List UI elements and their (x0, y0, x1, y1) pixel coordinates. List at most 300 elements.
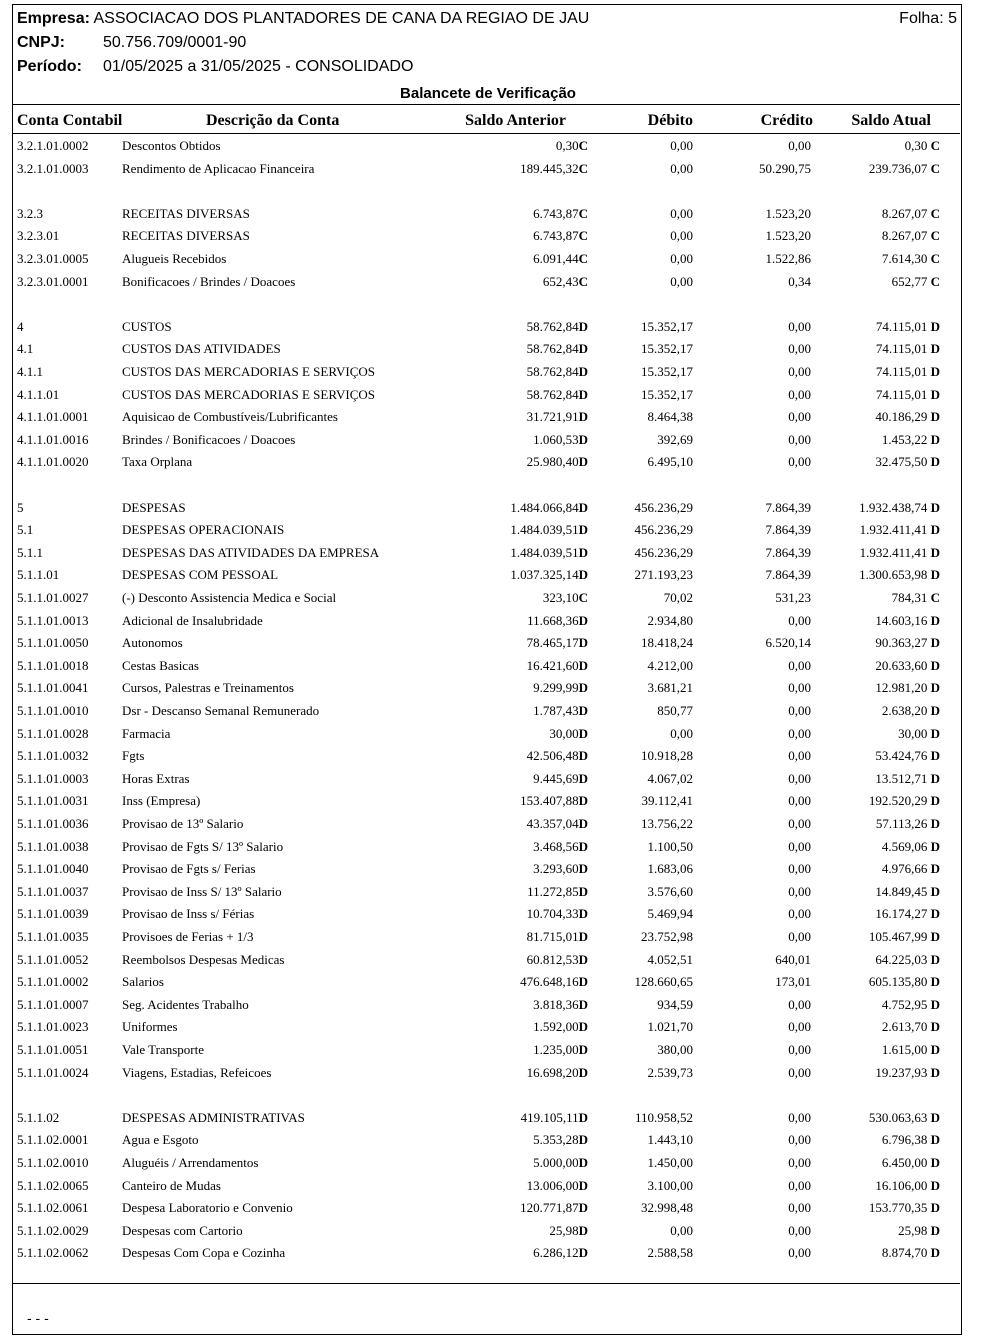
debito-cell: 0,00 (670, 160, 693, 176)
blank-row (13, 293, 960, 315)
table-row (13, 203, 960, 225)
saldo-atual-value: 1.300.653,98 (859, 567, 928, 583)
saldo-anterior-cell (549, 1220, 588, 1242)
saldo-atual-value: 652,77 (891, 273, 928, 289)
account-description: Autonomos (122, 635, 183, 651)
saldo-atual-value: 2.638,20 (881, 703, 928, 718)
account-description: Despesas Com Copa e Cozinha (122, 1245, 286, 1261)
saldo-atual-cell (882, 429, 940, 451)
account-description: Cestas Basicas (122, 657, 199, 673)
debito-cell: 1.450,00 (647, 1155, 693, 1170)
table-row (13, 677, 960, 699)
saldo-anterior-dc: D (578, 567, 588, 583)
saldo-anterior-dc: D (578, 635, 588, 651)
debito-cell: 0,00 (670, 205, 693, 221)
table-row (13, 564, 960, 586)
saldo-anterior-cell (527, 384, 588, 406)
account-code: 5.1.1.01.0050 (17, 635, 89, 651)
credito-cell: 0,00 (788, 1155, 811, 1170)
table-row (13, 158, 960, 180)
account-description: Dsr - Descanso Semanal Remunerado (122, 703, 320, 718)
saldo-anterior-value: 30,00 (549, 725, 579, 741)
saldo-atual-cell (875, 610, 940, 632)
account-description: CUSTOS DAS ATIVIDADES (122, 341, 281, 357)
saldo-atual-cell (869, 1107, 940, 1129)
saldo-anterior-cell (527, 406, 588, 428)
credito-cell: 1.523,20 (765, 205, 811, 221)
credito-cell: 0,00 (788, 703, 811, 718)
saldo-atual-dc: D (930, 838, 940, 854)
saldo-anterior-dc: D (578, 364, 588, 379)
credito-cell: 0,00 (788, 318, 811, 334)
saldo-atual-value: 4.569,06 (881, 838, 928, 854)
table-row (13, 248, 960, 270)
saldo-atual-value: 153.770,35 (868, 1200, 928, 1216)
account-description: CUSTOS DAS MERCADORIAS E SERVIÇOS (122, 386, 375, 402)
blank-row (13, 1084, 960, 1106)
account-code: 4.1 (17, 341, 34, 357)
saldo-atual-value: 8.874,70 (881, 1245, 928, 1261)
debito-cell: 3.576,60 (647, 883, 693, 899)
credito-cell: 0,00 (788, 748, 811, 764)
account-description: Viagens, Estadias, Refeicoes (122, 1064, 272, 1080)
account-code: 3.2.3.01.0005 (17, 251, 89, 266)
table-row (13, 429, 960, 451)
credito-cell: 0,00 (788, 386, 811, 402)
saldo-atual-dc: D (930, 567, 940, 583)
saldo-anterior-cell (527, 316, 588, 338)
saldo-atual-dc: D (930, 680, 940, 696)
saldo-anterior-value: 652,43 (542, 273, 579, 289)
saldo-anterior-value: 25,98 (549, 1222, 579, 1238)
account-description: Fgts (122, 748, 145, 764)
col-header-descricao: Descrição da Conta (206, 112, 340, 129)
account-code: 3.2.1.01.0002 (17, 138, 89, 153)
saldo-atual-value: 4.752,95 (881, 996, 928, 1012)
saldo-anterior-dc: D (578, 454, 588, 470)
saldo-atual-dc: D (930, 635, 940, 651)
table-row (13, 361, 960, 383)
saldo-anterior-cell (533, 203, 588, 225)
saldo-atual-value: 7.614,30 (881, 251, 928, 266)
saldo-atual-dc: D (930, 861, 940, 877)
credito-cell: 0,00 (788, 906, 811, 922)
debito-cell: 10.918,28 (641, 748, 693, 764)
table-row (13, 971, 960, 993)
table-row (13, 655, 960, 677)
table-row (13, 1220, 960, 1242)
table-row (13, 745, 960, 767)
saldo-anterior-dc: D (578, 793, 588, 809)
account-description: DESPESAS (122, 499, 186, 515)
account-code: 5.1.1.01.0051 (17, 1042, 89, 1057)
account-description: Provisao de Fgts S/ 13º Salario (122, 838, 284, 854)
credito-cell: 0,00 (788, 454, 811, 470)
account-code: 5.1.1 (17, 544, 43, 560)
credito-cell: 0,00 (788, 883, 811, 899)
saldo-anterior-dc: D (578, 544, 588, 560)
saldo-atual-dc: D (930, 748, 940, 764)
account-code: 5.1.1.01.0031 (17, 793, 89, 809)
saldo-anterior-value: 42.506,48 (526, 748, 579, 764)
debito-cell: 1.443,10 (647, 1132, 693, 1148)
table-row (13, 723, 960, 745)
saldo-atual-value: 30,00 (898, 725, 928, 741)
table-row (13, 1197, 960, 1219)
saldo-anterior-value: 1.787,43 (533, 703, 579, 718)
saldo-atual-cell (882, 700, 940, 722)
saldo-anterior-dc: D (578, 1155, 588, 1170)
folha-value: 5 (948, 10, 957, 27)
account-description: Despesas com Cartorio (122, 1222, 243, 1238)
saldo-atual-dc: C (930, 273, 940, 289)
saldo-anterior-value: 419.105,11 (520, 1109, 579, 1125)
account-description: Provisoes de Ferias + 1/3 (122, 929, 254, 944)
debito-cell: 1.021,70 (647, 1019, 693, 1035)
saldo-anterior-cell (533, 700, 588, 722)
debito-cell: 850,77 (657, 703, 693, 718)
saldo-anterior-cell (521, 1107, 588, 1129)
saldo-anterior-cell (520, 790, 588, 812)
saldo-atual-cell (882, 1129, 940, 1151)
account-code: 4.1.1.01 (17, 386, 60, 402)
saldo-anterior-cell (533, 858, 588, 880)
saldo-anterior-value: 1.484.039,51 (510, 544, 579, 560)
account-code: 5.1.1.02.0062 (17, 1245, 89, 1261)
saldo-atual-cell (875, 451, 940, 473)
saldo-atual-cell (869, 790, 940, 812)
account-code: 5.1.1.01.0003 (17, 770, 89, 786)
debito-cell: 1.683,06 (647, 861, 693, 877)
debito-cell: 110.958,52 (634, 1109, 693, 1125)
debito-cell: 0,00 (670, 138, 693, 153)
account-description: Rendimento de Aplicacao Financeira (122, 160, 315, 176)
col-header-saldo-anterior: Saldo Anterior (465, 112, 566, 129)
saldo-atual-dc: D (930, 386, 940, 402)
saldo-atual-cell (882, 1016, 940, 1038)
account-code: 5.1.1.01.0010 (17, 703, 89, 718)
debito-cell: 3.100,00 (647, 1177, 693, 1193)
empresa-value: ASSOCIACAO DOS PLANTADORES DE CANA DA REGIAO DE JAU (93, 10, 590, 27)
saldo-atual-dc: D (930, 725, 940, 741)
saldo-atual-cell (860, 542, 940, 564)
saldo-anterior-dc: D (578, 522, 588, 538)
saldo-atual-dc: D (930, 431, 940, 447)
saldo-atual-dc: C (930, 590, 940, 605)
saldo-atual-dc: D (930, 906, 940, 922)
account-description: Seg. Acidentes Trabalho (122, 996, 249, 1012)
table-row (13, 1152, 960, 1174)
saldo-anterior-value: 58.762,84 (526, 341, 579, 357)
folha-label: Folha: (899, 10, 944, 27)
saldo-anterior-dc: D (578, 838, 588, 854)
saldo-atual-value: 239.736,07 (868, 160, 928, 176)
saldo-anterior-cell (533, 1242, 588, 1264)
saldo-anterior-value: 78.465,17 (526, 635, 579, 651)
saldo-anterior-dc: D (578, 770, 588, 786)
saldo-anterior-cell (533, 1129, 588, 1151)
saldo-atual-cell (875, 677, 940, 699)
cnpj-label: CNPJ: (17, 34, 66, 51)
credito-cell: 7.864,39 (765, 567, 811, 583)
saldo-atual-dc: D (930, 364, 940, 379)
credito-cell: 0,00 (788, 1245, 811, 1261)
table-row (13, 903, 960, 925)
credito-cell: 0,00 (788, 838, 811, 854)
saldo-anterior-dc: D (578, 612, 588, 628)
debito-cell: 456.236,29 (634, 499, 693, 515)
account-code: 5.1.1.02.0029 (17, 1222, 89, 1238)
table-row (13, 813, 960, 835)
saldo-anterior-cell (533, 225, 588, 247)
debito-cell: 2.588,58 (647, 1245, 693, 1261)
saldo-anterior-dc: D (578, 409, 588, 425)
saldo-atual-cell (876, 384, 940, 406)
account-code: 5.1.1.01.0041 (17, 680, 89, 696)
debito-cell: 456.236,29 (634, 544, 693, 560)
account-code: 5.1.1.01.0052 (17, 951, 89, 967)
table-row (13, 1016, 960, 1038)
saldo-atual-cell (876, 316, 940, 338)
empresa-label: Empresa: (17, 10, 90, 27)
table-row (13, 135, 960, 157)
footer-divider (13, 1283, 960, 1284)
table-row (13, 949, 960, 971)
account-description: Bonificacoes / Brindes / Doacoes (122, 273, 296, 289)
saldo-atual-cell (882, 836, 940, 858)
saldo-atual-dc: D (930, 1200, 940, 1216)
table-row (13, 700, 960, 722)
cnpj-line (17, 33, 65, 53)
saldo-anterior-cell (533, 248, 588, 270)
saldo-atual-cell (869, 971, 940, 993)
debito-cell: 8.464,38 (647, 409, 693, 425)
saldo-anterior-value: 16.698,20 (526, 1064, 579, 1080)
account-description: Uniformes (122, 1019, 178, 1035)
table-row (13, 1242, 960, 1264)
saldo-atual-cell (869, 1197, 940, 1219)
credito-cell: 1.523,20 (765, 228, 811, 244)
saldo-atual-dc: C (930, 205, 940, 221)
saldo-anterior-value: 120.771,87 (520, 1200, 579, 1216)
table-row (13, 587, 960, 609)
debito-cell: 271.193,23 (634, 567, 693, 583)
saldo-anterior-value: 323,10 (542, 590, 579, 605)
account-description: Provisao de 13º Salario (122, 816, 244, 831)
debito-cell: 70,02 (663, 590, 693, 605)
saldo-anterior-cell (543, 271, 588, 293)
credito-cell: 173,01 (775, 974, 811, 990)
table-row (13, 768, 960, 790)
saldo-anterior-value: 1.484.039,51 (510, 522, 579, 538)
debito-cell: 6.495,10 (647, 454, 693, 470)
saldo-anterior-value: 476.648,16 (520, 974, 579, 990)
credito-cell: 0,00 (788, 816, 811, 831)
table-row (13, 610, 960, 632)
saldo-atual-cell (875, 655, 940, 677)
saldo-anterior-cell (527, 655, 588, 677)
saldo-anterior-cell (527, 949, 588, 971)
table-row (13, 1175, 960, 1197)
saldo-atual-cell (882, 858, 940, 880)
col-header-credito: Crédito (760, 112, 813, 129)
saldo-anterior-value: 5.000,00 (533, 1155, 579, 1170)
account-code: 5.1.1.01.0007 (17, 996, 89, 1012)
saldo-atual-dc: C (930, 228, 940, 244)
table-row (13, 271, 960, 293)
saldo-anterior-cell (527, 1062, 588, 1084)
saldo-anterior-cell (527, 610, 588, 632)
account-description: Provisao de Fgts s/ Ferias (122, 861, 256, 877)
saldo-atual-dc: D (930, 974, 940, 990)
saldo-atual-cell (898, 723, 940, 745)
saldo-anterior-dc: C (578, 160, 588, 176)
account-description: Agua e Esgoto (122, 1132, 199, 1148)
saldo-atual-cell (892, 271, 940, 293)
account-code: 5.1.1.01.0013 (17, 612, 89, 628)
table-row (13, 338, 960, 360)
footer-dots: - - - (27, 1310, 49, 1326)
saldo-atual-dc: D (930, 544, 940, 560)
table-row (13, 225, 960, 247)
saldo-anterior-value: 58.762,84 (526, 318, 579, 334)
saldo-atual-cell (869, 926, 940, 948)
saldo-atual-dc: D (930, 318, 940, 334)
debito-cell: 4.067,02 (647, 770, 693, 786)
credito-cell: 0,00 (788, 770, 811, 786)
saldo-atual-value: 19.237,93 (875, 1064, 928, 1080)
saldo-atual-cell (859, 564, 940, 586)
header-divider (13, 133, 960, 134)
saldo-atual-value: 14.849,45 (875, 883, 928, 899)
saldo-anterior-dc: D (578, 996, 588, 1012)
saldo-anterior-cell (543, 587, 588, 609)
periodo-label: Período: (17, 58, 82, 75)
account-code: 4.1.1.01.0001 (17, 409, 89, 425)
saldo-atual-dc: D (930, 1177, 940, 1193)
saldo-anterior-cell (527, 926, 588, 948)
account-code: 5.1.1.01.0028 (17, 725, 89, 741)
saldo-atual-value: 6.796,38 (881, 1132, 928, 1148)
account-description: Adicional de Insalubridade (122, 612, 263, 628)
saldo-atual-value: 64.225,03 (875, 951, 928, 967)
saldo-atual-value: 74.115,01 (875, 318, 928, 334)
saldo-atual-value: 8.267,07 (881, 205, 928, 221)
account-description: RECEITAS DIVERSAS (122, 205, 250, 221)
credito-cell: 0,00 (788, 1109, 811, 1125)
account-code: 5.1.1.01.0036 (17, 816, 89, 831)
saldo-anterior-value: 3.293,60 (533, 861, 579, 877)
account-code: 5.1.1.01.0002 (17, 974, 89, 990)
account-code: 5.1.1.02.0061 (17, 1200, 89, 1216)
saldo-atual-dc: D (930, 929, 940, 944)
saldo-anterior-dc: D (578, 929, 588, 944)
saldo-anterior-value: 13.006,00 (526, 1177, 579, 1193)
report-title: Balancete de Verificação (400, 85, 576, 102)
col-header-conta: Conta Contabil (17, 112, 123, 129)
saldo-anterior-cell (527, 745, 588, 767)
saldo-anterior-dc: D (578, 883, 588, 899)
debito-cell: 380,00 (657, 1042, 693, 1057)
saldo-anterior-cell (533, 768, 588, 790)
saldo-anterior-dc: D (578, 861, 588, 877)
table-row (13, 1039, 960, 1061)
credito-cell: 0,00 (788, 1177, 811, 1193)
saldo-atual-dc: D (930, 1109, 940, 1125)
account-code: 5.1.1.02.0010 (17, 1155, 89, 1170)
account-description: CUSTOS DAS MERCADORIAS E SERVIÇOS (122, 364, 375, 379)
saldo-anterior-value: 16.421,60 (526, 657, 579, 673)
account-description: Aluguéis / Arrendamentos (122, 1155, 259, 1170)
saldo-anterior-dc: D (578, 974, 588, 990)
blank-row (13, 180, 960, 202)
saldo-anterior-dc: C (578, 590, 588, 605)
credito-cell: 7.864,39 (765, 522, 811, 538)
saldo-atual-value: 530.063,63 (868, 1109, 928, 1125)
account-description: Reembolsos Despesas Medicas (122, 951, 285, 967)
debito-cell: 2.934,80 (647, 612, 693, 628)
account-description: Inss (Empresa) (122, 793, 201, 809)
saldo-anterior-cell (556, 135, 588, 157)
saldo-atual-value: 25,98 (898, 1222, 928, 1238)
saldo-atual-cell (875, 1175, 940, 1197)
account-code: 5.1.1.01.0039 (17, 906, 89, 922)
saldo-anterior-cell (510, 542, 588, 564)
credito-cell: 0,00 (788, 996, 811, 1012)
saldo-atual-value: 16.106,00 (875, 1177, 928, 1193)
saldo-atual-dc: D (930, 703, 940, 718)
saldo-atual-cell (875, 406, 940, 428)
account-code: 5.1.1.01.0027 (17, 590, 89, 605)
debito-cell: 934,59 (657, 996, 693, 1012)
saldo-anterior-value: 6.286,12 (533, 1245, 579, 1261)
credito-cell: 0,00 (788, 793, 811, 809)
saldo-atual-cell (869, 158, 940, 180)
account-code: 5.1.1.01.0035 (17, 929, 89, 944)
saldo-anterior-value: 5.353,28 (533, 1132, 579, 1148)
debito-cell: 0,00 (670, 1222, 693, 1238)
saldo-atual-dc: D (930, 1132, 940, 1148)
saldo-anterior-dc: D (578, 748, 588, 764)
saldo-atual-cell (876, 338, 940, 360)
saldo-anterior-dc: C (578, 273, 588, 289)
saldo-atual-dc: D (930, 522, 940, 538)
account-description: Despesa Laboratorio e Convenio (122, 1200, 293, 1216)
folha-line (899, 9, 957, 29)
saldo-anterior-cell (533, 429, 588, 451)
saldo-anterior-cell (533, 1152, 588, 1174)
saldo-atual-cell (892, 587, 940, 609)
account-description: CUSTOS (122, 318, 172, 334)
saldo-anterior-dc: D (578, 816, 588, 831)
saldo-anterior-value: 6.743,87 (533, 205, 579, 221)
saldo-anterior-cell (533, 836, 588, 858)
table-row (13, 632, 960, 654)
saldo-atual-cell (882, 203, 940, 225)
saldo-anterior-value: 11.272,85 (527, 883, 579, 899)
debito-cell: 15.352,17 (641, 386, 693, 402)
saldo-atual-dc: D (930, 612, 940, 628)
saldo-atual-value: 90.363,27 (875, 635, 928, 651)
saldo-anterior-value: 81.715,01 (526, 929, 579, 944)
saldo-atual-dc: D (930, 1222, 940, 1238)
saldo-atual-cell (882, 225, 940, 247)
saldo-atual-value: 16.174,27 (875, 906, 928, 922)
saldo-anterior-dc: D (578, 906, 588, 922)
saldo-anterior-value: 153.407,88 (520, 793, 579, 809)
debito-cell: 15.352,17 (641, 364, 693, 379)
credito-cell: 0,00 (788, 612, 811, 628)
